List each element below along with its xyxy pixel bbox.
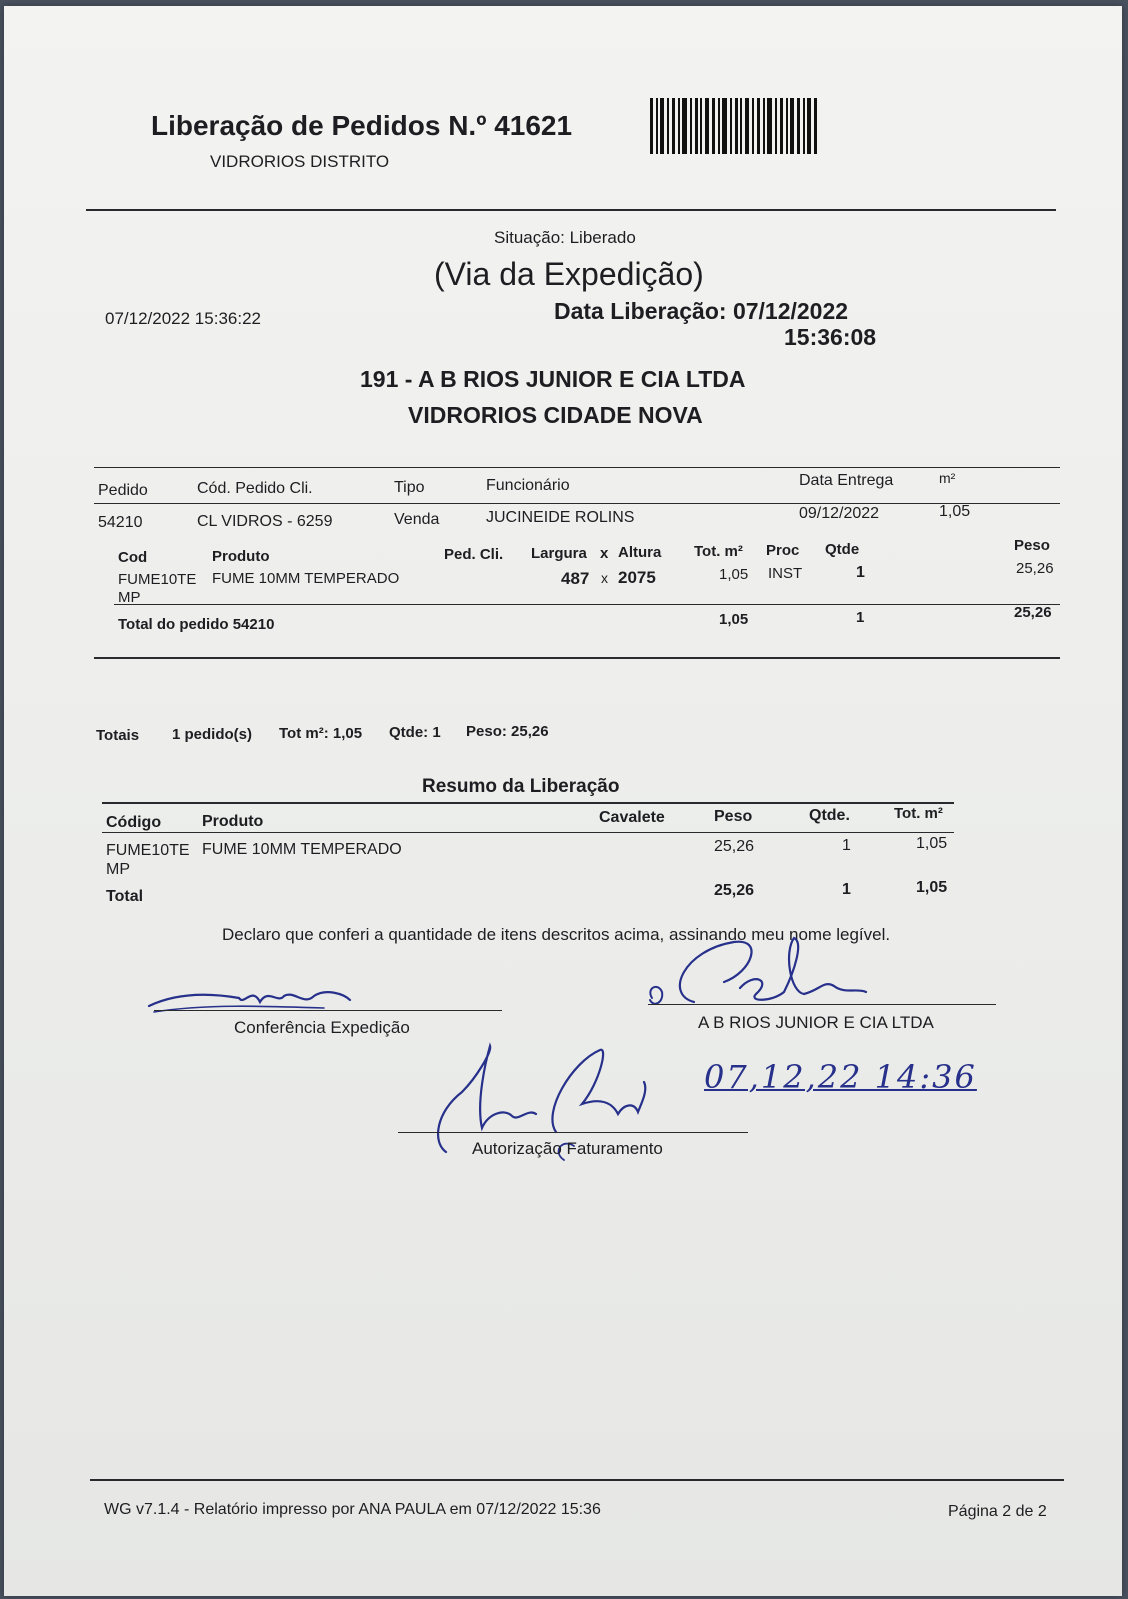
summary-item-produto: FUME 10MM TEMPERADO [202, 841, 402, 858]
client-signature [644, 932, 884, 1012]
summary-col-tot-m2: Tot. m² [894, 805, 943, 822]
item-cod: FUME10TE [118, 571, 197, 588]
order-bottom-rule [94, 657, 1060, 659]
col-proc: Proc [766, 542, 800, 559]
summary-col-peso: Peso [714, 808, 753, 825]
header-divider [86, 209, 1056, 211]
col-largura: Largura [531, 545, 587, 562]
col-funcionario: Funcionário [486, 477, 570, 494]
summary-top-rule [102, 802, 954, 804]
summary-item-peso: 25,26 [714, 838, 755, 855]
summary-total-tot-m2: 1,05 [916, 879, 948, 896]
col-m2: m² [939, 470, 956, 486]
col-pedido: Pedido [98, 482, 148, 499]
summary-col-codigo: Código [106, 814, 162, 831]
totals-peso: Peso: 25,26 [466, 723, 549, 740]
value-cod-pedido-cli: CL VIDROS - 6259 [197, 513, 333, 530]
item-peso: 25,26 [1016, 560, 1054, 577]
printed-timestamp: 07/12/2022 15:36:22 [105, 309, 261, 328]
value-tipo: Venda [394, 511, 440, 528]
footer-rule [90, 1479, 1064, 1481]
col-tipo: Tipo [394, 479, 425, 496]
order-total-qtde: 1 [856, 609, 865, 626]
summary-item-tot-m2: 1,05 [916, 835, 948, 852]
conferencia-signature [144, 984, 364, 1018]
item-tot-m2: 1,05 [719, 566, 749, 583]
client-store: VIDRORIOS CIDADE NOVA [408, 402, 703, 428]
footer-page-number: Página 2 de 2 [948, 1503, 1047, 1520]
barcode [650, 98, 820, 154]
order-total-label: Total do pedido 54210 [118, 616, 275, 633]
col-qtde: Qtde [825, 541, 860, 558]
col-altura: Altura [618, 544, 662, 561]
conferencia-label: Conferência Expedição [234, 1018, 410, 1037]
item-x: x [601, 570, 608, 586]
item-proc: INST [768, 565, 803, 582]
item-altura: 2075 [618, 568, 656, 587]
order-total-m2: 1,05 [719, 611, 749, 628]
item-largura: 487 [561, 569, 590, 588]
totals-pedidos: 1 pedido(s) [172, 726, 253, 743]
client-name: 191 - A B RIOS JUNIOR E CIA LTDA [360, 366, 746, 392]
col-ped-cli: Ped. Cli. [444, 546, 504, 563]
autorizacao-line [398, 1132, 748, 1133]
via-title: (Via da Expedição) [434, 256, 704, 292]
value-pedido: 54210 [98, 514, 143, 531]
col-tot-m2: Tot. m² [694, 543, 743, 560]
summary-title: Resumo da Liberação [422, 776, 620, 797]
value-data-entrega: 09/12/2022 [799, 505, 880, 522]
page-subtitle: VIDRORIOS DISTRITO [210, 152, 390, 171]
summary-total-peso: 25,26 [714, 882, 755, 899]
totals-label: Totais [96, 727, 140, 744]
summary-item-codigo-2: MP [106, 861, 130, 878]
items-total-rule [114, 604, 1060, 605]
document-page [4, 6, 1122, 1596]
summary-col-qtde: Qtde. [809, 807, 850, 824]
col-cod-pedido-cli: Cód. Pedido Cli. [197, 480, 313, 497]
summary-item-qtde: 1 [842, 837, 851, 854]
totals-m2: Tot m²: 1,05 [279, 725, 363, 742]
data-liberacao: Data Liberação: 07/12/2022 [554, 298, 849, 324]
item-produto: FUME 10MM TEMPERADO [212, 570, 400, 587]
autorizacao-label: Autorização Faturamento [472, 1139, 663, 1158]
summary-item-codigo: FUME10TE [106, 842, 190, 859]
col-data-entrega: Data Entrega [799, 472, 894, 489]
footer-printed-by: WG v7.1.4 - Relatório impresso por ANA PAULA em 07/12/2022 15:36 [104, 1501, 601, 1518]
summary-col-cavalete: Cavalete [599, 809, 665, 826]
conferencia-line [154, 1010, 502, 1011]
order-header-rule [94, 503, 1060, 504]
item-qtde: 1 [856, 564, 865, 581]
col-peso: Peso [1014, 537, 1050, 554]
summary-total-qtde: 1 [842, 881, 851, 898]
data-liberacao-time: 15:36:08 [784, 324, 877, 350]
handwritten-date: 07,12,22 14:36 [704, 1058, 977, 1096]
value-funcionario: JUCINEIDE ROLINS [486, 509, 635, 526]
status-situacao: Situação: Liberado [494, 228, 636, 247]
value-m2: 1,05 [939, 503, 971, 520]
client-signature-line [648, 1004, 996, 1005]
totals-qtde: Qtde: 1 [389, 724, 441, 741]
order-top-rule [94, 467, 1060, 468]
col-produto: Produto [212, 548, 270, 565]
order-total-peso: 25,26 [1014, 604, 1052, 621]
item-cod-2: MP [118, 589, 141, 606]
col-cod: Cod [118, 549, 148, 566]
summary-total-label: Total [106, 888, 144, 905]
declaration-text: Declaro que conferi a quantidade de itens descritos acima, assinando meu nome legível. [222, 925, 891, 944]
col-x: x [600, 545, 609, 562]
page-title: Liberação de Pedidos N.º 41621 [151, 110, 573, 141]
client-signature-label: A B RIOS JUNIOR E CIA LTDA [698, 1013, 934, 1032]
summary-col-produto: Produto [202, 813, 264, 830]
summary-header-rule [102, 832, 954, 833]
